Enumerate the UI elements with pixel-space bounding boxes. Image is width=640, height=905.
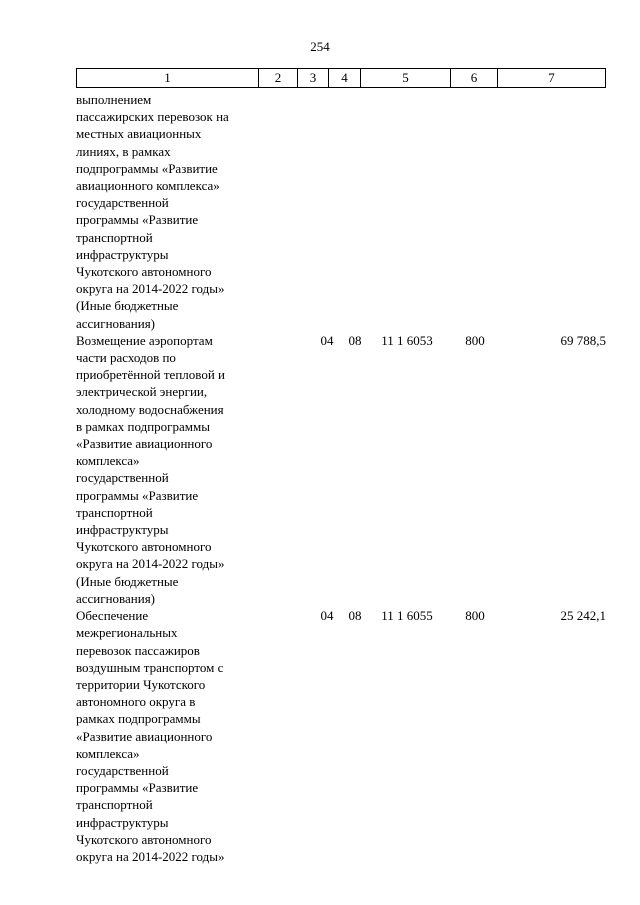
row-target-article: 11 1 6055 bbox=[381, 608, 433, 624]
header-col-4: 4 bbox=[328, 69, 360, 87]
table-row bbox=[76, 332, 606, 607]
row-description: выполнением пассажирских перевозок на местных авиационных линиях, в рамках подпрограммы «Развитие авиационного комплекса» государственной программы «Развитие транспортной инфраструктуры Чукотского автономного округа на 2014-2022 годы» (Иные бюджетные ассигнования) bbox=[76, 92, 229, 331]
row-description: Обеспечение межрегиональных перевозок пассажиров воздушным транспортом с территории Чукотского автономного округа в рамках подпрограммы «Развитие авиационного комплекса» государственной программы «Развитие транспортной инфраструктуры Чукотского автономного округа на 2014-2022 годы» bbox=[76, 608, 225, 864]
row-amount: 69 788,5 bbox=[560, 332, 606, 348]
row-subsection: 08 bbox=[348, 608, 362, 624]
row-amount: 25 242,1 bbox=[560, 608, 606, 624]
table-header-row bbox=[76, 68, 606, 88]
table-row bbox=[76, 91, 606, 332]
row-subsection: 08 bbox=[348, 332, 362, 348]
table-row bbox=[76, 607, 606, 865]
row-section: 04 bbox=[320, 608, 334, 624]
table-body bbox=[76, 91, 606, 865]
row-expense-type: 800 bbox=[465, 332, 485, 348]
header-col-2: 2 bbox=[258, 69, 297, 87]
page-number: 254 bbox=[310, 39, 330, 54]
row-expense-type: 800 bbox=[465, 608, 485, 624]
header-col-3: 3 bbox=[297, 69, 328, 87]
header-col-6: 6 bbox=[450, 69, 497, 87]
row-section: 04 bbox=[320, 332, 334, 348]
header-col-5: 5 bbox=[360, 69, 450, 87]
header-col-1: 1 bbox=[164, 70, 171, 85]
header-col-7: 7 bbox=[497, 69, 605, 87]
row-target-article: 11 1 6053 bbox=[381, 332, 433, 348]
row-description: Возмещение аэропортам части расходов по приобретённой тепловой и электрической энергии, холодному водоснабжения в рамках подпрограммы «Развитие авиационного комплекса» государственной программы «Развитие транспортной инфраструктуры Чукотского автономного округа на 2014-2022 годы» (Иные бюджетные ассигнования) bbox=[76, 332, 225, 606]
